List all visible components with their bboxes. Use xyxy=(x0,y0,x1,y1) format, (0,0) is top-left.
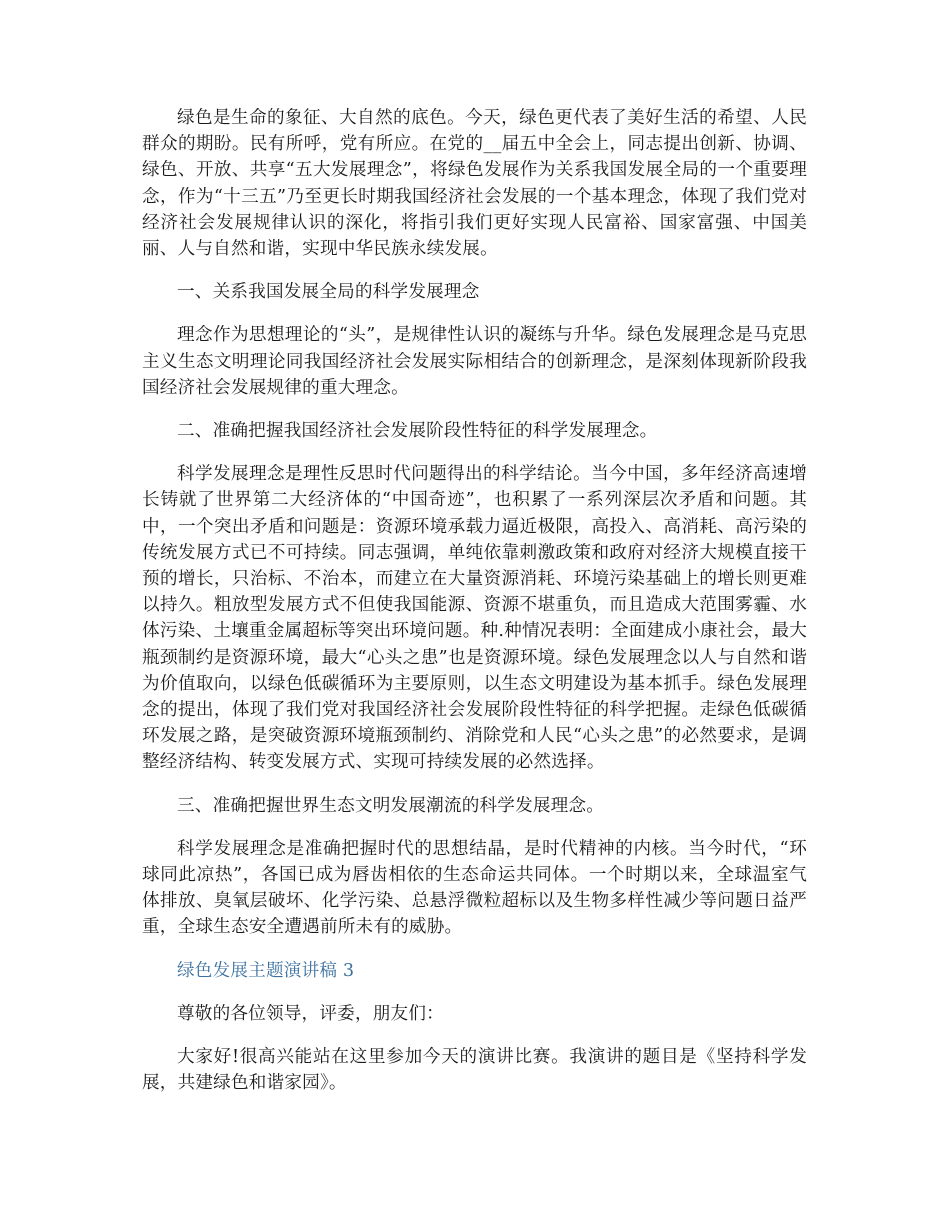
paragraph-section-3: 科学发展理念是准确把握时代的思想结晶，是时代精神的内核。当今时代，“环球同此凉热”，各国已成为唇齿相依的生态命运共同体。一个时期以来，全球温室气体排放、臭氧层破坏、化学污染、总悬浮微粒超标以及生物多样性减少等问题日益严重，全球生态安全遭遇前所未有的威胁。 xyxy=(142,838,807,938)
document-body xyxy=(142,105,807,1114)
paragraph-section-1: 理念作为思想理论的“头”，是规律性认识的凝练与升华。绿色发展理念是马克思主义生态文明理论同我国经济社会发展实际相结合的创新理念，是深刻体现新阶段我国经济社会发展规律的重大理念。 xyxy=(142,325,807,398)
section-heading-2: 二、准确把握我国经济社会发展阶段性特征的科学发展理念。 xyxy=(177,421,658,442)
paragraph-section-2: 科学发展理念是理性反思时代问题得出的科学结论。当今中国，多年经济高速增长铸就了世界第二大经济体的“中国奇迹”，也积累了一系列深层次矛盾和问题。其中，一个突出矛盾和问题是：资源环境承载力逼近极限，高投入、高消耗、高污染的传统发展方式已不可持续。同志强调，单纯依靠刺激政策和政府对经济大规模直接干预的增长，只治标、不治本，而建立在大量资源消耗、环境污染基础上的增长则更难以持久。粗放型发展方式不但使我国能源、资源不堪重负，而且造成大范围雾霾、水体污染、土壤重金属超标等突出环境问题。种.种情况表明：全面建成小康社会，最大瓶颈制约是资源环境，最大“心头之患”也是资源环境。绿色发展理念以人与自然和谐为价值取向，以绿色低碳循环为主要原则，以生态文明建设为基本抓手。绿色发展理念的提出，体现了我们党对我国经济社会发展阶段性特征的科学把握。走绿色低碳循环发展之路，是突破资源环境瓶颈制约、消除党和人民“心头之患”的必然要求，是调整经济结构、转变发展方式、实现可持续发展的必然选择。 xyxy=(142,464,807,773)
section-heading-3: 三、准确把握世界生态文明发展潮流的科学发展理念。 xyxy=(177,795,605,816)
paragraph-intro: 绿色是生命的象征、大自然的底色。今天，绿色更代表了美好生活的希望、人民群众的期盼。民有所呼，党有所应。在党的__届五中全会上，同志提出创新、协调、绿色、开放、共享“五大发展理念”，将绿色发展作为关系我国发展全局的一个重要理念，作为“十三五”乃至更长时期我国经济社会发展的一个基本理念，体现了我们党对经济社会发展规律认识的深化，将指引我们更好实现人民富裕、国家富强、中国美丽、人与自然和谐，实现中华民族永续发展。 xyxy=(142,108,807,260)
greeting: 尊敬的各位领导，评委，朋友们： xyxy=(177,1003,444,1024)
speech-title: 绿色发展主题演讲稿 3 xyxy=(177,960,355,981)
section-heading-1: 一、关系我国发展全局的科学发展理念 xyxy=(177,282,480,303)
paragraph-opening: 大家好!很高兴能站在这里参加今天的演讲比赛。我演讲的题目是《坚持科学发展，共建绿色和谐家园》。 xyxy=(142,1047,807,1094)
